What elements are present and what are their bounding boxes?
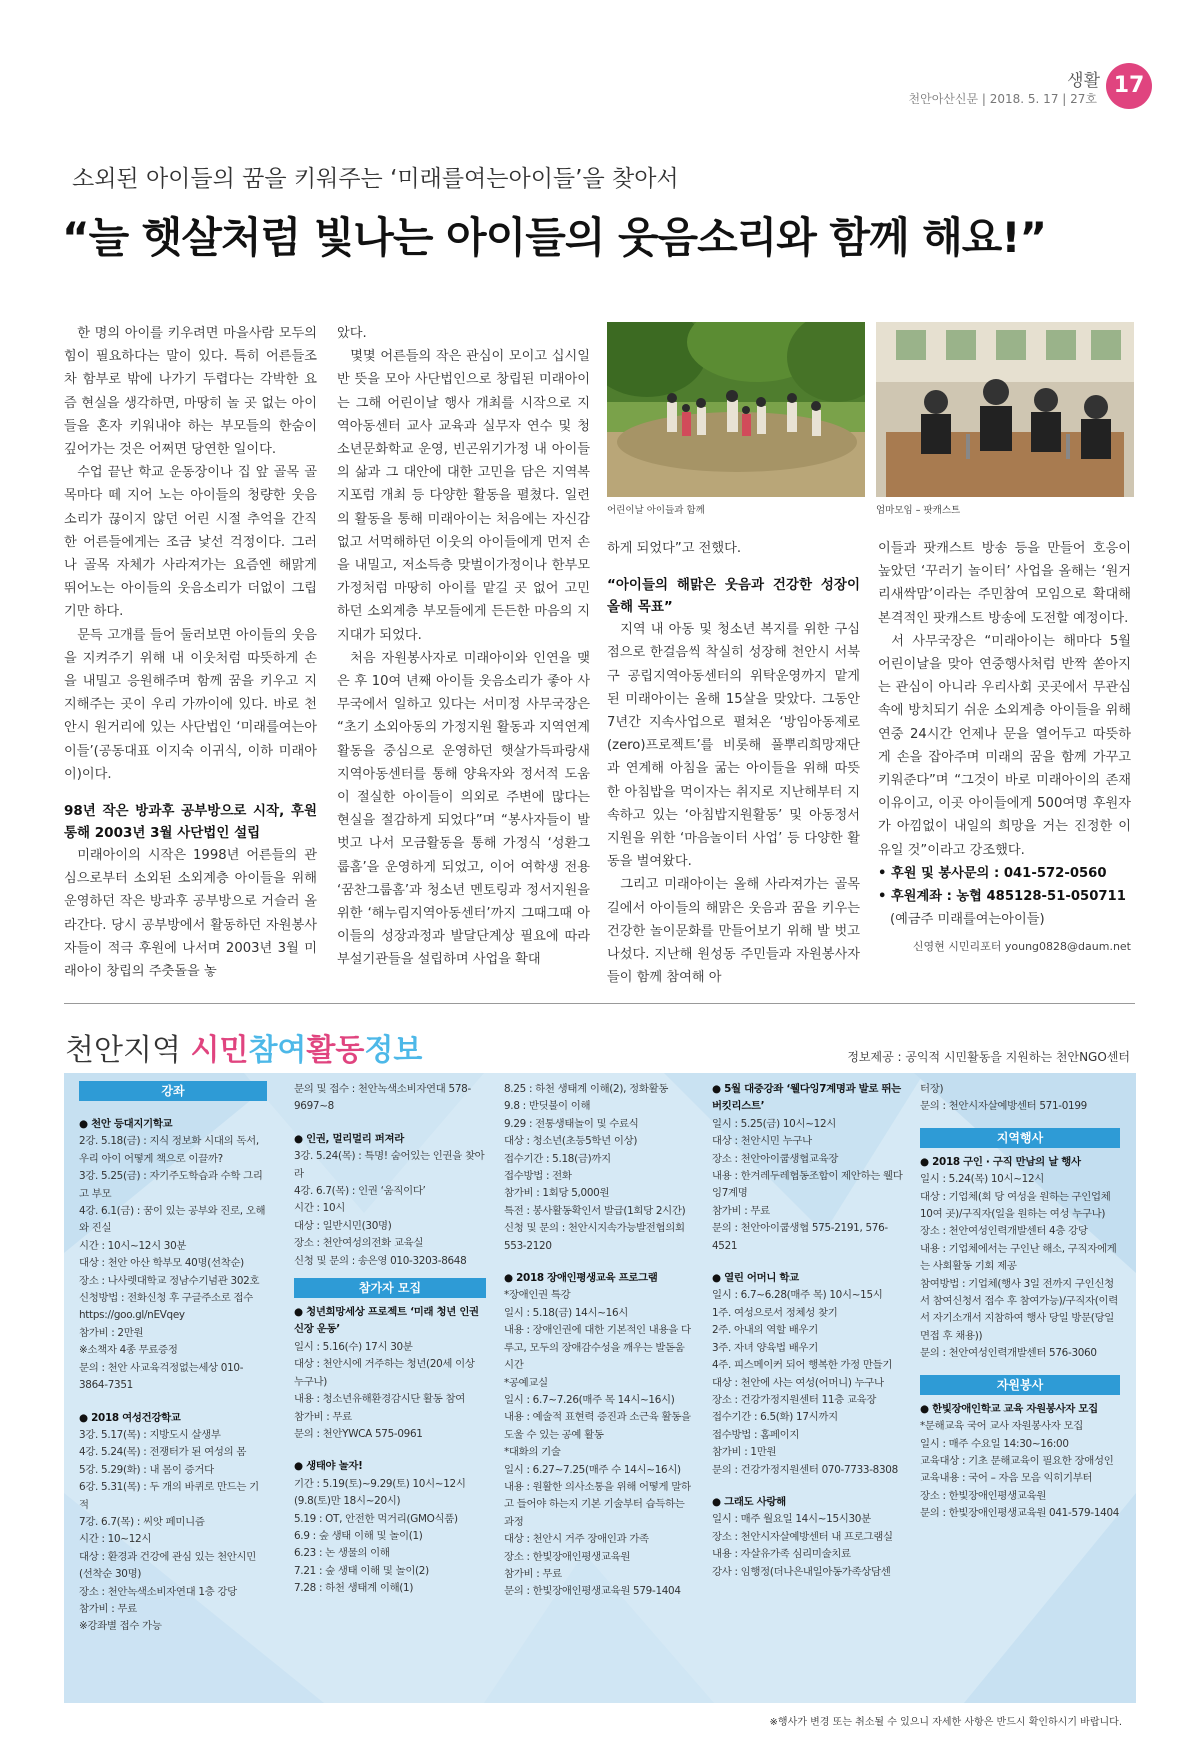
event-detail: 대상 : 천안에 사는 여성(어머니) 누구나 [712,1376,884,1389]
event-detail: 기간 : 5.19(토)~9.29(토) 10시~12시(9.8(토)만 18시~20시) [294,1477,466,1508]
paragraph: 몇몇 어른들의 작은 관심이 모이고 십시일반 뜻을 모아 사단법인으로 창립된 미래아이는 그해 어린이날 행사 개최를 시작으로 지역아동센터 교사 교육과 실무자 연수 및 청소년문화학교 운영, 빈곤위기가정 내 아이들의 삶과 그 대안에 대한 고민을 담은 지역복지포럼 개최 등 다양한 활동을 펼쳤다. 일련의 활동을 통해 미래아이는 처음에는 자신감 없고 서먹해하던 이웃의 아이들에게 먼저 손을 내밀고, 저소득층 맞벌이가정이나 한부모가정처럼 마땅히 아이를 맡길 곳 없어 고민하던 소외계층 부모들에게 든든한 마음의 지지대가 되었다. [337,349,590,643]
event-detail: 내용 : 기업체에서는 구인난 해소, 구직자에게는 사회활동 기회 제공 [920,1242,1117,1273]
event-detail: 장소 : 천안여성의전화 교육실 [294,1237,424,1250]
article-column-4 [878,537,1131,959]
event-detail: 터장) [920,1083,944,1095]
paragraph: 지역 내 아동 및 청소년 복지를 위한 구심점으로 한걸음씩 착실히 성장해 천안시 서북구 공립지역아동센터의 위탁운영까지 맡게 된 미래아이는 올해 15살을 맞았다. 그동안 7년간 지속사업으로 펼쳐온 ‘방임아동제로(zero)프로젝트’를 비롯해 풀뿌리희망재단과 연계해 아침을 굶는 아이들을 위해 따뜻한 아침밥을 먹이자는 취지로 지난해부터 지속하고 있는 ‘아침밥지원활동’ 및 아동정서지원을 위한 ‘마음놀이터 사업’ 등 다양한 활동을 벌여왔다. [607,622,860,870]
event-detail: *공예교실 [504,1376,548,1389]
event-title: ● 청년희망세상 프로젝트 ‘미래 청년 인권신장 운동’ [294,1306,479,1336]
event-detail: 7강. 6.7(목) : 씨앗 페미니즘 [79,1515,205,1528]
article-subtitle: 소외된 아이들의 꿈을 키워주는 ‘미래를여는아이들’을 찾아서 [72,166,679,192]
paragraph: 문득 고개를 들어 둘러보면 아이들의 웃음을 지켜주기 위해 내 이웃처럼 따뜻하게 손을 내밀고 응원해주며 함께 꿈을 키우고 지지해주는 곳이 우리 가까이에 있다. 바로 천안시 원거리에 있는 사단법인 ‘미래를여는아이들’(공동대표 이지숙 이귀식, 이하 미래아이)이다. [64,627,317,782]
event-detail: *대화의 기술 [504,1446,561,1459]
title-part: 정보 [364,1033,423,1068]
paragraph: 수업 끝난 학교 운동장이나 집 앞 골목 골목마다 떼 지어 노는 아이들의 청량한 웃음소리가 끊이지 않던 어린 시절 추억을 간직한 어른들에게는 조금 낯선 걱정이다. 그러나 골목 자체가 사라져가는 요즘엔 해맑게 뛰어노는 아이들의 웃음소리가 더없이 그립기만 하다. [64,465,317,620]
event-detail: 3강. 5.17(목) : 지방도시 살생부 [79,1428,221,1441]
publication-info: 천안아산신문 | 2018. 5. 17 | 27호 [908,92,1097,106]
event-detail: 일시 : 5.16(수) 17시 30분 [294,1340,413,1353]
civic-info-board [64,1073,1136,1703]
event-detail: 문의 : 한빛장애인평생교육원 579-1404 [504,1585,681,1598]
event-title: ● 열린 어머니 학교 [712,1272,799,1285]
civic-section-title [65,1025,422,1069]
event-detail: 장소 : 한빛장애인평생교육원 [920,1489,1047,1502]
category-label-volunteer: 자원봉사 [920,1375,1120,1395]
category-label-lecture: 강좌 [79,1081,267,1101]
event-detail: 문의 : 한빛장애인평생교육원 041-579-1404 [920,1507,1120,1520]
paragraph: 았다. [337,326,367,341]
event-detail: 일시 : 5.25(금) 10시~12시 [712,1117,836,1130]
event-detail: 내용 : 청소년유해환경감시단 활동 참여 [294,1393,466,1406]
title-part: 천안지역 [65,1033,191,1068]
category-label-local-events: 지역행사 [920,1128,1120,1148]
event-detail: 내용 : 자살유가족 심리미술치료 [712,1548,851,1561]
paragraph: 서 사무국장은 “미래아이는 해마다 5월 어린이날을 맞아 연중행사처럼 반짝 쏟아지는 관심이 아니라 우리사회 곳곳에서 무관심 속에 방치되기 쉬운 소외계층 아이들을 위해 연중 24시간 언제나 문을 열어두고 따뜻하게 손을 잡아주며 미래의 꿈을 함께 가꾸고 키워준다”며 “그것이 바로 미래아이의 존재이유이고, 이곳 아이들에게 500여명 후원자가 아낌없이 내일의 희망을 거는 진정한 이유일 것”이라고 강조했다. [878,633,1131,858]
event-detail: 참가비 : 무료 [504,1567,562,1580]
event-detail: 3주. 자녀 양육법 배우기 [712,1341,818,1354]
section-heading: 98년 작은 방과후 공부방으로 시작, 후원 통해 2003년 3월 사단법인 설립 [64,803,317,842]
event-detail: 문의 : 천안YWCA 575-0961 [294,1427,423,1440]
event-detail: 문의 및 접수 : 천안녹색소비자연대 578-9697~8 [294,1083,471,1113]
event-detail: 3강. 5.24(목) : 특명! 숨어있는 인권을 찾아라 [294,1150,485,1180]
event-detail: 문의 : 천안여성인력개발센터 576-3060 [920,1347,1097,1360]
event-detail: 대상 : 일반시민(30명) [294,1219,392,1232]
event-detail: 4주. 피스메이커 되어 행복한 가정 만들기 [712,1359,893,1372]
event-detail: 장소 : 천안여성인력개발센터 4층 강당 [920,1225,1088,1238]
event-detail: 신청방법 : 전화신청 후 구글주소로 접수 https://goo.gl/nEVqey [79,1292,254,1322]
event-title: ● 2018 여성건강학교 [79,1411,181,1424]
page-number-badge: 17 [1106,63,1152,109]
event-detail: 5.19 : OT, 안전한 먹거리(GMO식품) [294,1512,458,1525]
section-heading: “아이들의 해맑은 웃음과 건강한 성장이 올해 목표” [607,577,860,616]
civic-column-5 [920,1081,1120,1523]
event-detail: 7.21 : 숲 생태 이해 및 놀이(2) [294,1564,429,1577]
event-detail: 장소 : 천안아이쿱생협교육장 [712,1152,839,1165]
byline: 신영현 시민리포터 young0828@daum.net [912,940,1131,954]
event-detail: 3강. 5.25(금) : 자기주도학습과 수학 그리고 부모 [79,1170,263,1200]
event-detail: 장소 : 천안녹색소비자연대 1층 강당 [79,1585,237,1598]
event-detail: 일시 : 6.27~7.25(매주 수 14시~16시) [504,1463,681,1476]
event-detail: 대상 : 환경과 건강에 관심 있는 천안시민(선착순 30명) [79,1550,257,1581]
contact-account-holder: (예금주 미래를여는아이들) [890,912,1045,928]
event-title: ● 천안 등대지기학교 [79,1118,173,1130]
event-detail: 교육내용 : 국어 – 자음 모음 익히기부터 [920,1472,1093,1485]
civic-section-credit: 정보제공 : 공익적 시민활동을 지원하는 천안NGO센터 [847,1050,1130,1064]
event-detail: 6.9 : 숲 생태 이해 및 놀이(1) [294,1529,423,1542]
paragraph: 처음 자원봉사자로 미래아이와 인연을 맺은 후 10여 년째 아이들 웃음소리가 좋아 사무국에서 일하고 있다는 서미정 사무국장은 “초기 소외아동의 가정지원 활동과 지역연계활동을 중심으로 운영하던 햇살가득파랑새지역아동센터를 통해 양육자와 정서적 도움이 절실한 아이들이 의외로 주변에 많다는 현실을 절감하게 되었다”며 “봉사자들이 발 벗고 나서 모금활동을 통해 가정식 ‘성환그룹홈’을 운영하게 되었고, 이어 여학생 전용 ‘꿈찬그룹홈’과 청소년 멘토링과 정서지원을 위한 ‘해누림지역아동센터’까지 그때그때 아이들의 성장과정과 발달단계상 필요에 따라 부설기관들을 설립하며 사업을 확대 [337,650,590,968]
event-detail: 참여방법 : 기업체(행사 3일 전까지 구인신청서 참여신청서 접수 후 참여가능)/구직자(이력서 자기소개서 지참하여 행사 당일 방문(당일 면접 후 채용)) [920,1277,1118,1342]
event-detail: 7.28 : 하천 생태계 이해(1) [294,1582,414,1595]
title-part: 시민 [190,1033,249,1068]
title-part: 활동 [306,1033,365,1068]
event-detail: 9.29 : 전통생태놀이 및 수료식 [504,1117,639,1130]
section-label: 생활 [1067,71,1100,91]
paragraph: 미래아이의 시작은 1998년 어른들의 관심으로부터 소외된 소외계층 아이들을 위해 운영하던 작은 방과후 공부방으로 거슬러 올라간다. 당시 공부방에서 활동하던 자원봉사자들이 적극 후원에 나서며 2003년 3월 미래아이 창립의 주춧돌을 놓 [64,848,317,980]
event-detail: 교육대상 : 기초 문해교육이 필요한 장애성인 [920,1454,1114,1467]
event-detail: 신청 및 문의 : 송은영 010-3203-8648 [294,1254,467,1267]
event-detail: 일시 : 6.7~7.26(매주 목 14시~16시) [504,1393,675,1406]
event-title: ● 5월 대중강좌 ‘웰다잉7계명과 발로 뛰는 버킷리스트’ [712,1083,901,1113]
event-detail: 시간 : 10~12시 [79,1533,152,1546]
event-title: ● 생태야 놀자! [294,1460,363,1473]
event-title: ● 한빛장애인학교 교육 자원봉사자 모집 [920,1402,1098,1415]
event-detail: *문해교육 국어 교사 자원봉사자 모집 [920,1420,1083,1433]
event-detail: 참가비 : 1만원 [712,1446,777,1459]
event-detail: 신청 및 문의 : 천안시지속가능발전협의회 553-2120 [504,1222,685,1252]
event-detail: 대상 : 천안시 거주 장애인과 가족 [504,1533,649,1546]
event-detail: 장소 : 한빛장애인평생교육원 [504,1550,631,1563]
civic-column-2 [294,1081,486,1598]
event-detail: 시간 : 10시~12시 30분 [79,1239,187,1252]
paragraph: 이들과 팟캐스트 방송 등을 만들어 호응이 높았던 ‘꾸러기 놀이터’ 사업을 올해는 ‘원거리새싹맘’이라는 주민참여 모임으로 확대해 본격적인 팟캐스트 방송에 도전할 예정이다. [878,541,1131,626]
event-detail: 접수방법 : 전화 [504,1170,572,1183]
event-detail: 대상 : 청소년(초등5학년 이상) [504,1135,638,1148]
event-detail: 4강. 6.1(금) : 꿈이 있는 공부와 진로, 오해와 진실 [79,1205,266,1235]
title-part: 참여 [248,1033,307,1068]
event-detail: ※강좌별 접수 가능 [79,1620,162,1633]
event-detail: 일시 : 5.24(목) 10시~12시 [920,1173,1044,1186]
event-detail: 접수기간 : 5.18(금)까지 [504,1152,611,1165]
event-detail: 4강. 5.24(목) : 전쟁터가 된 여성의 몸 [79,1446,247,1459]
event-detail: 문의 : 천안시자살예방센터 571-0199 [920,1100,1087,1113]
event-title: ● 인권, 멀리멀리 퍼져라 [294,1132,405,1145]
event-detail: 내용 : 예술적 표현력 증진과 소근육 활동을 도울 수 있는 공예 활동 [504,1411,691,1441]
event-title: ● 그래도 사랑해 [712,1495,786,1508]
article-headline: “늘 햇살처럼 빛나는 아이들의 웃음소리와 함께 해요!” [62,213,1047,262]
event-detail: 문의 : 건강가정지원센터 070-7733-8308 [712,1463,898,1476]
event-detail: 내용 : 장애인권에 대한 기본적인 내용을 다루고, 모두의 장애감수성을 깨우는 발돋움 시간 [504,1324,691,1372]
event-detail: 2주. 아내의 역할 배우기 [712,1324,818,1337]
article-column-2 [337,322,590,972]
event-detail: 문의 : 천안아이쿱생협 575-2191, 576-4521 [712,1222,888,1252]
event-detail: 6.23 : 논 생물의 이해 [294,1547,390,1560]
photo-caption: 어린이날 아이들과 함께 [607,505,705,516]
article-column-1 [64,322,317,983]
event-detail: 참가비 : 무료 [712,1204,770,1217]
photo-caption: 엄마모임 – 팟캐스트 [876,505,961,516]
paragraph: 하게 되었다”고 전했다. [607,541,742,556]
event-detail: 접수방법 : 홈페이지 [712,1428,800,1441]
event-detail: 일시 : 6.7~6.28(매주 목) 10시~15시 [712,1289,883,1302]
civic-column-4 [712,1081,904,1581]
event-detail: 대상 : 천안시민 누구나 [712,1135,812,1148]
event-detail: 6강. 5.31(목) : 두 개의 바퀴로 만드는 기적 [79,1481,259,1511]
event-detail: 참가비 : 무료 [79,1602,137,1615]
event-detail: 일시 : 5.18(금) 14시~16시 [504,1306,628,1319]
event-detail: 9.8 : 반딧불이 이해 [504,1100,591,1113]
event-detail: 2강. 5.18(금) : 지식 정보화 시대의 독서, 우리 아이 어떻게 책으로 이끌까? [79,1135,259,1165]
event-detail: 참가비 : 1회당 5,000원 [504,1187,610,1200]
civic-column-3 [504,1081,696,1601]
event-title: ● 2018 장애인평생교육 프로그램 [504,1272,658,1285]
contact-phone: • 후원 및 봉사문의 : 041-572-0560 [878,865,1107,881]
event-detail: 1주. 여성으로서 정체성 찾기 [712,1306,838,1319]
event-detail: 대상 : 천안시에 거주하는 청년(20세 이상 누구나) [294,1358,475,1388]
event-detail: 시간 : 10시 [294,1202,346,1215]
event-detail: 내용 : 원활한 의사소통을 위해 어떻게 말하고 들어야 하는지 기본 기술부터 습득하는 과정 [504,1480,691,1528]
event-detail: ※소책자 4종 무료증정 [79,1344,178,1357]
event-detail: 일시 : 매주 월요일 14시~15시30분 [712,1513,871,1526]
photo-children-day [607,322,865,497]
event-detail: 특전 : 봉사활동확인서 발급(1회당 2시간) [504,1204,686,1217]
event-detail: 장소 : 건강가정지원센터 11층 교육장 [712,1393,877,1406]
article-column-3 [607,537,860,989]
event-title: ● 2018 구인 · 구직 만남의 날 행사 [920,1155,1081,1168]
disclaimer-note: ※행사가 변경 또는 취소될 수 있으니 자세한 사항은 반드시 확인하시기 바랍니다. [769,1717,1122,1728]
event-detail: *장애인권 특강 [504,1289,571,1302]
event-detail: 참가비 : 2만원 [79,1326,144,1339]
event-detail: 일시 : 매주 수요일 14:30~16:00 [920,1437,1069,1450]
event-detail: 4강. 6.7(목) : 인권 ‘움직이다’ [294,1185,426,1198]
contact-account: • 후원계좌 : 농협 485128-51-050711 [878,889,1126,905]
event-detail: 대상 : 기업체(회 당 여성을 원하는 구인업체 10여 곳)/구직자(일을 원하는 여성 누구나) [920,1190,1111,1221]
event-detail: 장소 : 천안시자살예방센터 내 프로그램실 [712,1530,893,1543]
paragraph: 한 명의 아이를 키우려면 마을사람 모두의 힘이 필요하다는 말이 있다. 특히 어른들조차 함부로 밖에 나가기 두렵다는 각박한 요즘 현실을 생각하면, 마땅히 놀 곳 없는 아이들을 혼자 키워내야 하는 부모들의 한숨이 깊어가는 것은 어쩌면 당연한 일이다. [64,326,317,458]
event-detail: 장소 : 나사렛대학교 정남수기념관 302호 [79,1274,260,1287]
paragraph: 그리고 미래아이는 올해 사라져가는 골목길에서 아이들의 해맑은 웃음과 꿈을 키우는 건강한 놀이문화를 만들어보기 위해 발 벗고 나섰다. 지난해 원성동 주민들과 자원봉사자들이 함께 참여해 아 [607,877,860,986]
category-label-recruit: 참가자 모집 [294,1278,486,1298]
event-detail: 5강. 5.29(화) : 내 몸이 증거다 [79,1463,214,1476]
event-detail: 8.25 : 하천 생태계 이해(2), 정화활동 [504,1083,669,1095]
event-detail: 참가비 : 무료 [294,1410,352,1423]
photo-podcast-meeting [876,322,1134,497]
civic-column-1 [79,1081,267,1636]
event-detail: 대상 : 천안 아산 학부모 40명(선착순) [79,1257,244,1270]
event-detail: 문의 : 천안 사교육걱정없는세상 010-3864-7351 [79,1361,244,1392]
event-detail: 접수기간 : 6.5(화) 17시까지 [712,1411,838,1424]
event-detail: 강사 : 임행정(더나은내일아동가족상담센 [712,1565,891,1578]
event-detail: 내용 : 한겨레두레협동조합이 제안하는 웰다잉7계명 [712,1170,903,1200]
section-divider [64,1003,1135,1004]
